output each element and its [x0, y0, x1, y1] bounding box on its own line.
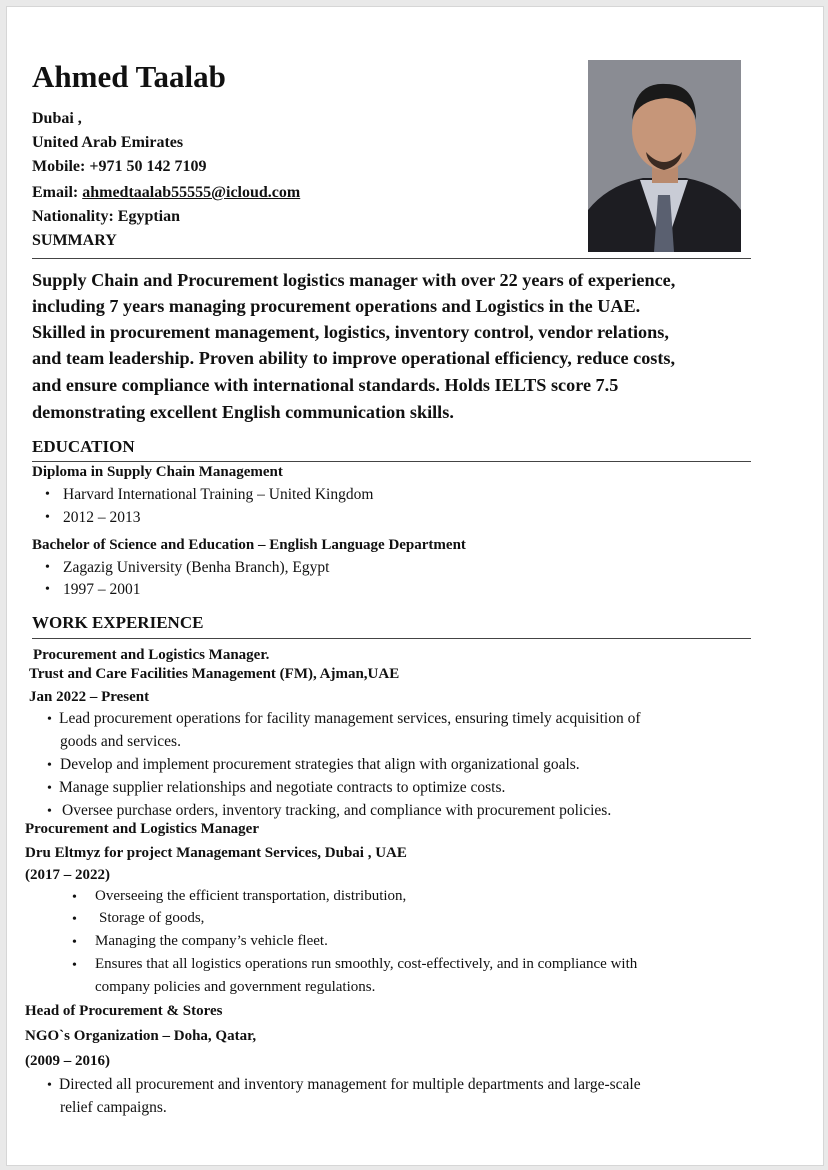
- divider: [32, 258, 751, 259]
- country: United Arab Emirates: [32, 134, 184, 151]
- profile-photo: [588, 60, 741, 252]
- job-bullet: Overseeing the efficient transportation, distribution,: [95, 888, 407, 904]
- summary-line: and ensure compliance with international standards. Holds IELTS score 7.5: [32, 375, 619, 395]
- work-heading: WORK EXPERIENCE: [32, 613, 204, 632]
- email-line: [32, 185, 300, 201]
- education-heading: EDUCATION: [32, 437, 135, 456]
- bullet: •: [47, 758, 52, 773]
- education-title: Bachelor of Science and Education – English Language Department: [32, 537, 466, 553]
- job-bullet: Lead procurement operations for facility management services, ensuring timely acquisition of: [59, 710, 641, 727]
- bullet: •: [72, 912, 77, 927]
- divider: [32, 638, 751, 639]
- job-bullet: Oversee purchase orders, inventory tracking, and compliance with procurement policies.: [62, 802, 612, 819]
- job-dates: (2017 – 2022): [25, 867, 110, 883]
- summary-line: and team leadership. Proven ability to improve operational efficiency, reduce costs,: [32, 348, 676, 368]
- job-title: Head of Procurement & Stores: [25, 1003, 223, 1019]
- divider: [32, 461, 751, 462]
- bullet: •: [47, 1078, 52, 1093]
- job-bullet-cont: relief campaigns.: [60, 1099, 167, 1116]
- summary-heading: SUMMARY: [32, 232, 117, 249]
- job-title: Procurement and Logistics Manager: [25, 821, 260, 837]
- bullet: •: [45, 487, 50, 502]
- summary-line: including 7 years managing procurement operations and Logistics in the UAE.: [32, 296, 641, 316]
- education-detail: 2012 – 2013: [63, 509, 141, 526]
- mobile: Mobile: +971 50 142 7109: [32, 158, 207, 175]
- bullet: •: [72, 935, 77, 950]
- summary-line: Skilled in procurement management, logistics, inventory control, vendor relations,: [32, 322, 669, 342]
- bullet: •: [72, 958, 77, 973]
- job-bullet: Directed all procurement and inventory management for multiple departments and large-scale: [59, 1076, 641, 1093]
- city: Dubai ,: [32, 110, 82, 127]
- job-bullet: Ensures that all logistics operations run smoothly, cost-effectively, and in compliance with: [95, 956, 638, 972]
- email-link[interactable]: ahmedtaalab55555@icloud.com: [82, 184, 301, 201]
- job-bullet: Develop and implement procurement strategies that align with organizational goals.: [60, 756, 580, 773]
- bullet: •: [45, 510, 50, 525]
- bullet: •: [47, 712, 52, 727]
- job-title: Procurement and Logistics Manager.: [33, 647, 270, 663]
- job-bullet: Storage of goods,: [99, 910, 205, 926]
- job-dates: (2009 – 2016): [25, 1053, 110, 1069]
- education-detail: Harvard International Training – United Kingdom: [63, 486, 374, 503]
- bullet: •: [47, 804, 52, 819]
- job-company: Trust and Care Facilities Management (FM), Ajman,UAE: [29, 666, 400, 682]
- education-title: Diploma in Supply Chain Management: [32, 464, 283, 480]
- job-company: NGO`s Organization – Doha, Qatar,: [25, 1028, 257, 1044]
- bullet: •: [47, 781, 52, 796]
- job-bullet: Manage supplier relationships and negotiate contracts to optimize costs.: [59, 779, 506, 796]
- job-dates: Jan 2022 – Present: [29, 689, 150, 705]
- job-bullet-cont: company policies and government regulations.: [95, 979, 376, 995]
- candidate-name: Ahmed Taalab: [32, 59, 226, 94]
- bullet: •: [72, 890, 77, 905]
- summary-line: Supply Chain and Procurement logistics manager with over 22 years of experience,: [32, 270, 676, 290]
- education-detail: 1997 – 2001: [63, 581, 141, 598]
- education-detail: Zagazig University (Benha Branch), Egypt: [63, 559, 330, 576]
- job-bullet: Managing the company’s vehicle fleet.: [95, 933, 328, 949]
- job-bullet-cont: goods and services.: [60, 733, 181, 750]
- bullet: •: [45, 560, 50, 575]
- bullet: •: [45, 582, 50, 597]
- job-company: Dru Eltmyz for project Managemant Services, Dubai , UAE: [25, 845, 407, 861]
- email-label: Email:: [32, 184, 83, 201]
- summary-line: demonstrating excellent English communication skills.: [32, 402, 454, 422]
- nationality: Nationality: Egyptian: [32, 208, 181, 225]
